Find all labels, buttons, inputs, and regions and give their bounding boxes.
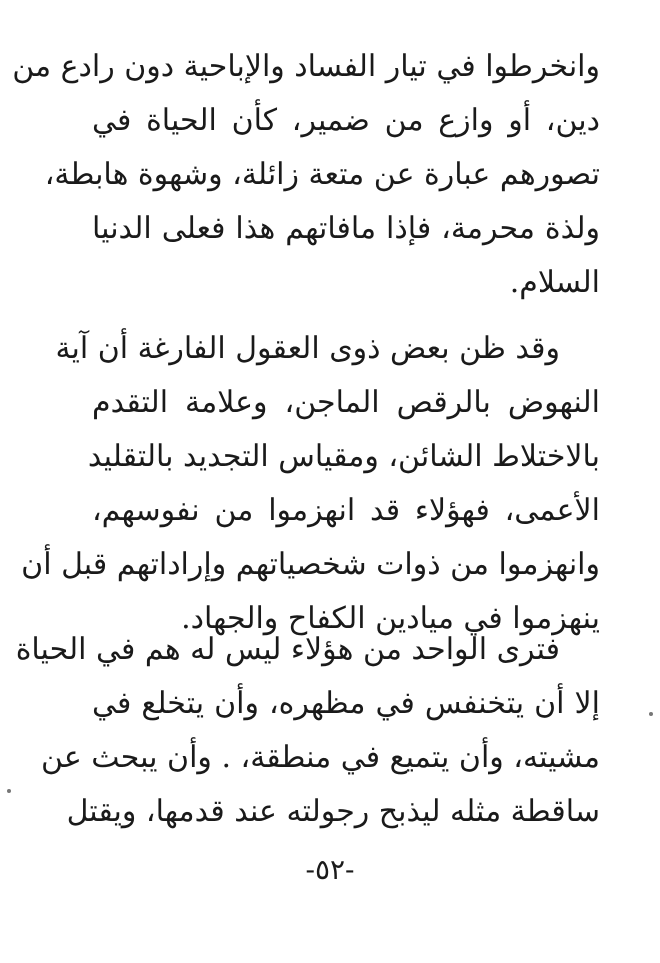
page-number: -٥٢- [305, 853, 355, 886]
text-line: السلام. [509, 265, 600, 300]
text-line: وانخرطوا في تيار الفساد والإباحية دون رادع من [12, 49, 600, 84]
text-line: وانهزموا من ذوات شخصياتهم وإراداتهم قبل أن [21, 547, 600, 582]
text-line: وقد ظن بعض ذوى العقول الفارغة أن آية [55, 331, 560, 366]
paragraph-2 [21, 322, 600, 646]
text-line: ينهزموا في ميادين الكفاح والجهاد. [181, 601, 600, 636]
scan-speck [649, 712, 653, 716]
text-line: ولذة محرمة، فإذا مافاتهم هذا فعلى الدنيا [92, 211, 600, 246]
text-line: مشيته، وأن يتميع في منطقة، . وأن يبحث عن [41, 740, 600, 775]
text-line: النهوض بالرقص الماجن، وعلامة التقدم [92, 385, 600, 420]
text-line: دين، أو وازع من ضمير، كأن الحياة في [92, 103, 600, 138]
paragraph-1 [12, 40, 600, 310]
text-line: ساقطة مثله ليذبح رجولته عند قدمها، ويقتل [66, 794, 600, 829]
paragraph-3 [15, 623, 600, 839]
scan-speck [7, 789, 11, 793]
text-line: الأعمى، فهؤلاء قد انهزموا من نفوسهم، [92, 493, 600, 528]
text-line: فترى الواحد من هؤلاء ليس له هم في الحياة [15, 632, 560, 667]
text-line: إلا أن يتخنفس في مظهره، وأن يتخلع في [92, 686, 600, 721]
text-line: تصورهم عبارة عن متعة زائلة، وشهوة هابطة، [44, 157, 600, 192]
text-line: بالاختلاط الشائن، ومقياس التجديد بالتقليد [87, 439, 600, 474]
